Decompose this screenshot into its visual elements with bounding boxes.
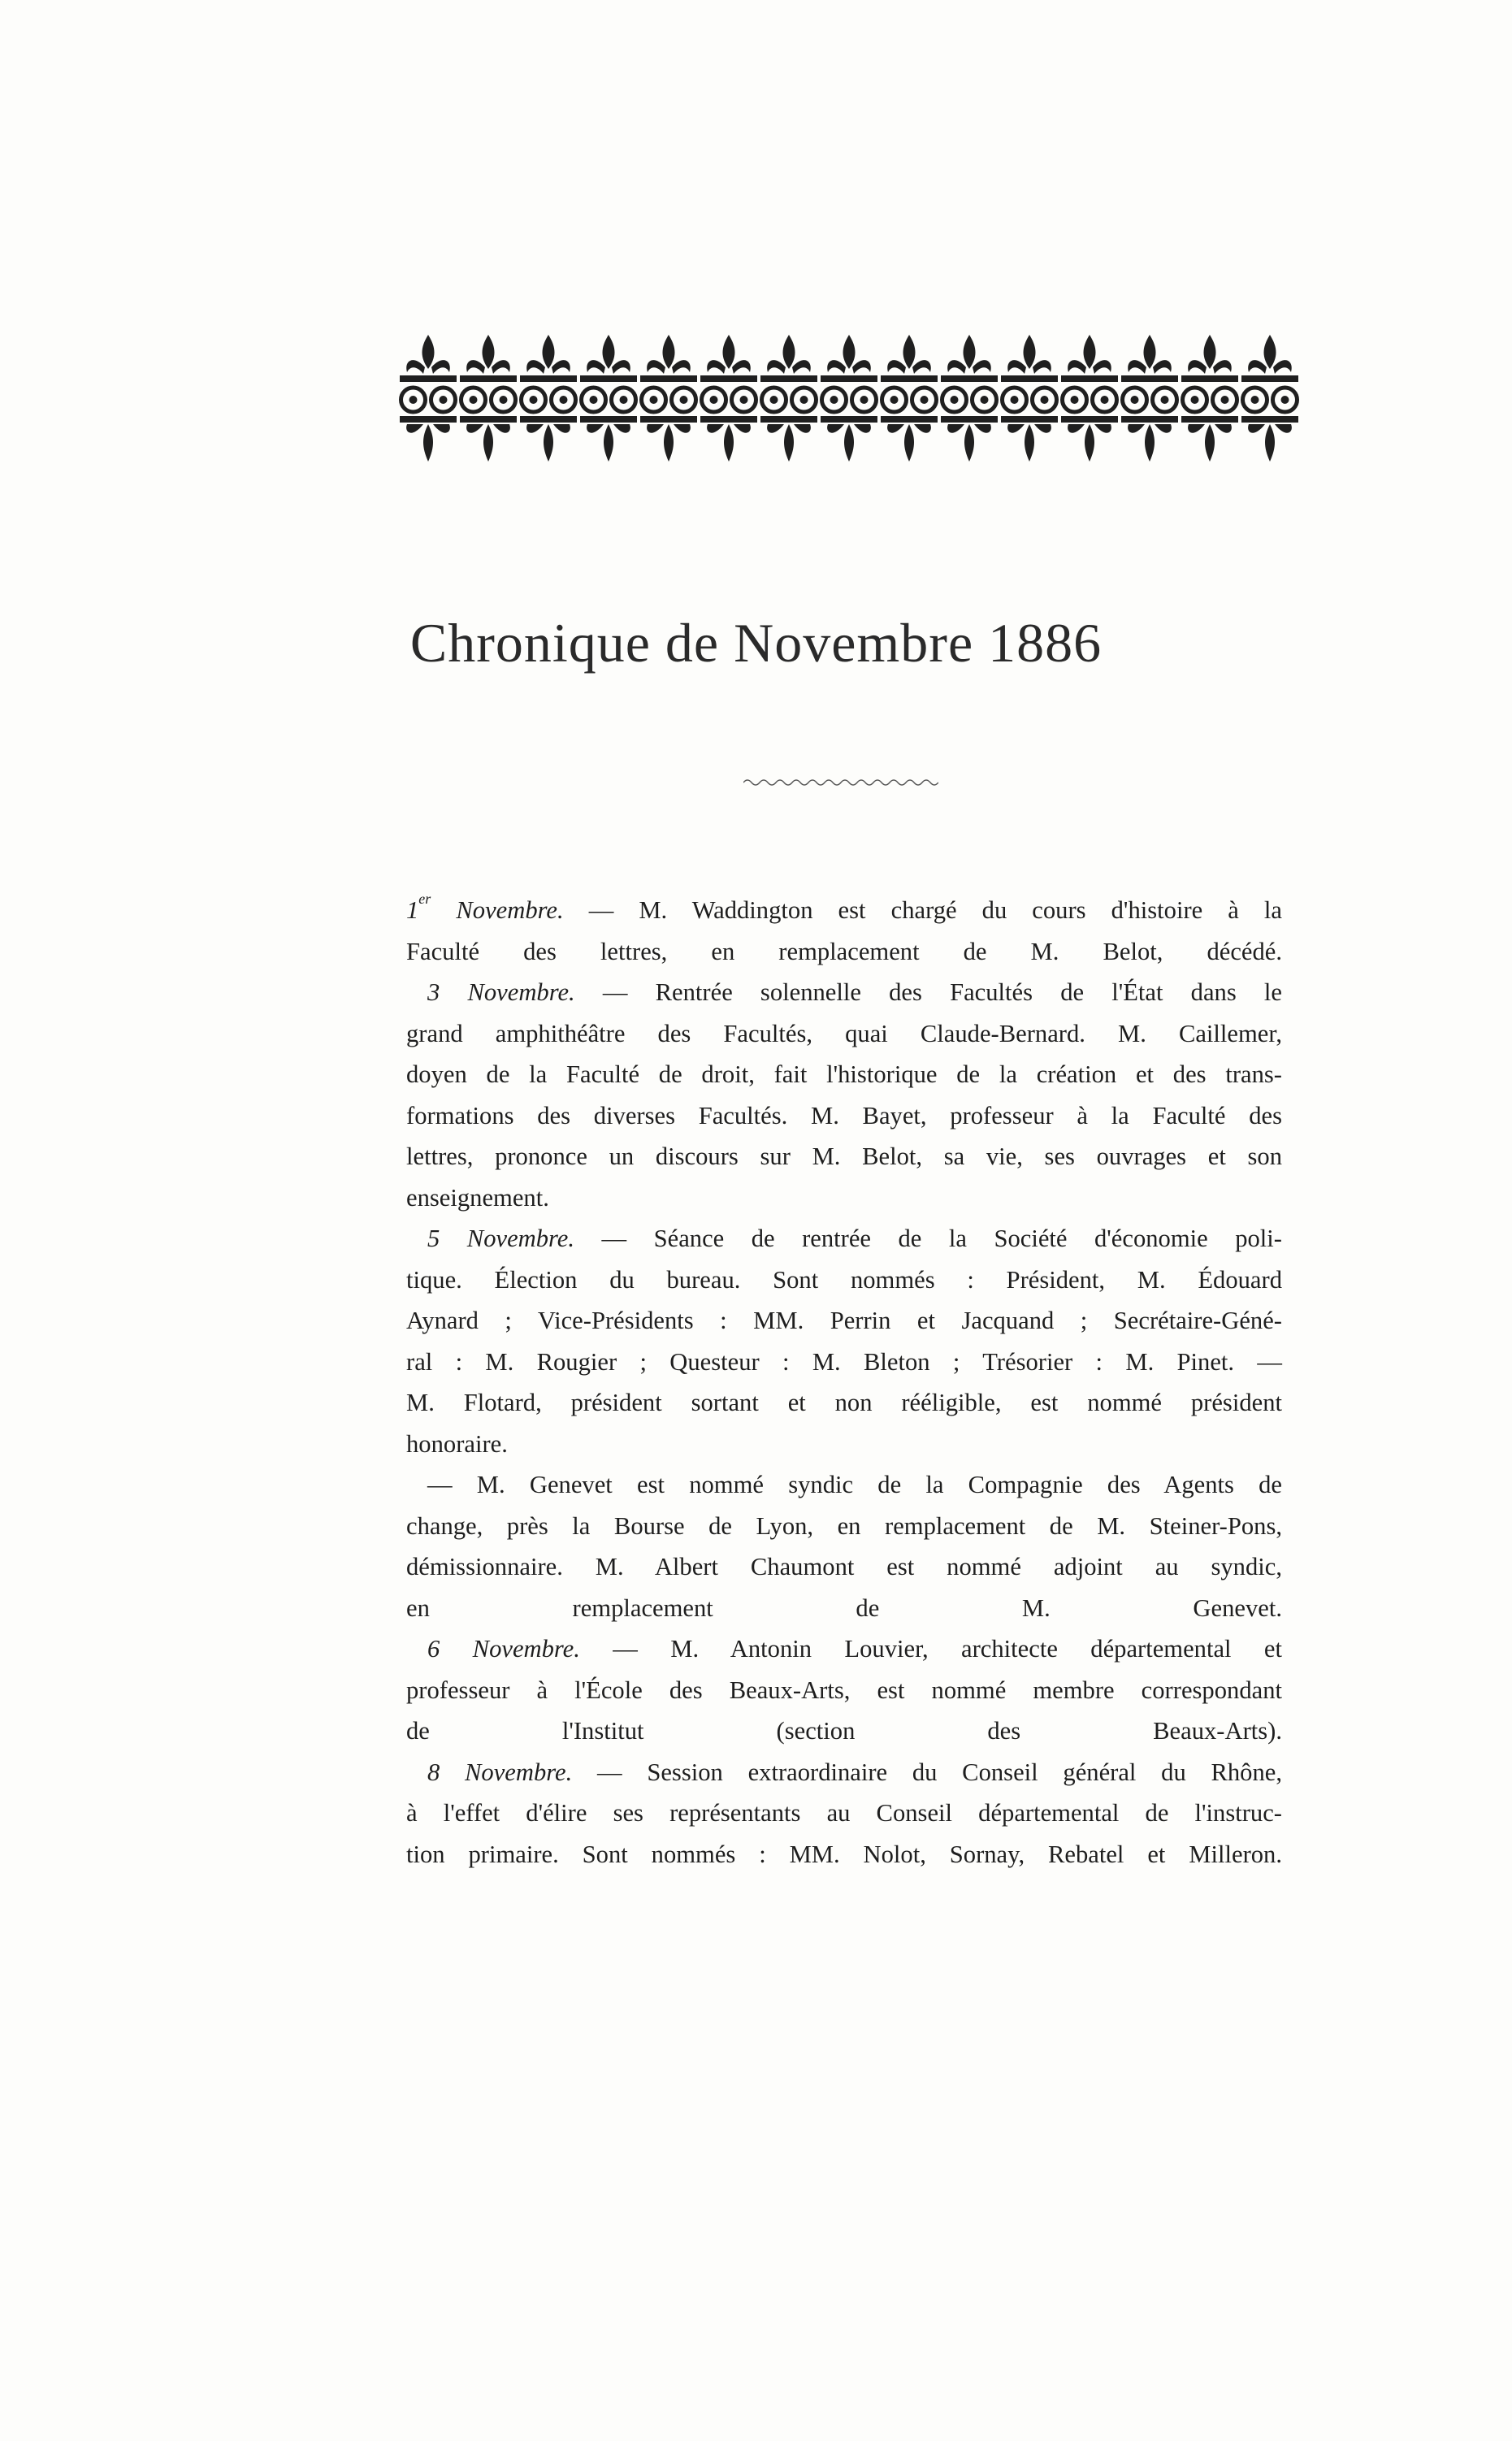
- entry-line: lettres, prononce un discours sur M. Belot, sa vie, ses ouvrages et son: [406, 1142, 1282, 1170]
- entry-line: — M. Waddington est chargé du cours d'histoire à la: [563, 896, 1282, 924]
- entry-line: démissionnaire. M. Albert Chaumont est nommé adjoint au syndic,: [406, 1553, 1282, 1580]
- fleur-de-lis-icon: [821, 335, 877, 462]
- entry-line: en remplacement de M. Genevet.: [406, 1593, 1282, 1622]
- fleur-de-lis-icon: [1061, 335, 1118, 462]
- entry-date: 8 Novembre.: [427, 1758, 573, 1786]
- entry-line: grand amphithéâtre des Facultés, quai Claude-Bernard. M. Caillemer,: [406, 1019, 1282, 1047]
- entry-line: tique. Élection du bureau. Sont nommés : Président, M. Édouard: [406, 1265, 1282, 1294]
- entry-line: Faculté des lettres, en remplacement de M. Belot, décédé.: [406, 937, 1282, 965]
- entry-line: doyen de la Faculté de droit, fait l'historique de la création et des trans-: [406, 1060, 1282, 1088]
- fleur-de-lis-ornament-icon: [398, 333, 1300, 463]
- entry-genevet: [406, 1464, 1282, 1628]
- entry-line: formations des diverses Facultés. M. Bayet, professeur à la Faculté des: [406, 1101, 1282, 1129]
- fleur-de-lis-icon: [881, 335, 938, 462]
- entry-line: M. Flotard, président sortant et non rééligible, est nommé président: [406, 1389, 1282, 1416]
- decorative-divider: [743, 776, 938, 789]
- fleur-de-lis-icon: [700, 335, 757, 462]
- fleur-de-lis-icon: [520, 335, 577, 462]
- entry-5-novembre: [406, 1218, 1282, 1464]
- entry-line: — M. Antonin Louvier, architecte départemental et: [579, 1635, 1282, 1663]
- entry-date: 5 Novembre.: [427, 1225, 575, 1252]
- fleur-de-lis-icon: [1241, 335, 1298, 462]
- entry-line: ral : M. Rougier ; Questeur : M. Bleton ; Trésorier : M. Pinet. —: [406, 1347, 1282, 1376]
- entry-line: enseignement.: [406, 1183, 549, 1212]
- entry-line: — M. Genevet est nommé syndic de la Compagnie des Agents de: [427, 1471, 1282, 1498]
- entry-date: 6 Novembre.: [427, 1635, 580, 1663]
- entry-date: 1er Novembre.: [406, 891, 564, 924]
- entry-line: tion primaire. Sont nommés : MM. Nolot, Sornay, Rebatel et Milleron.: [406, 1840, 1282, 1868]
- entry-line: de l'Institut (section des Beaux-Arts).: [406, 1717, 1282, 1745]
- fleur-de-lis-icon: [1121, 335, 1178, 462]
- fleur-de-lis-icon: [580, 335, 637, 462]
- entry-3-novembre: [406, 972, 1282, 1218]
- entry-8-novembre: [406, 1752, 1282, 1875]
- entry-6-novembre: [406, 1628, 1282, 1752]
- entry-line: Aynard ; Vice-Présidents : MM. Perrin et Jacquand ; Secrétaire-Géné-: [406, 1307, 1282, 1334]
- entry-line: — Séance de rentrée de la Société d'économie poli-: [574, 1225, 1282, 1252]
- entry-line: — Rentrée solennelle des Facultés de l'État dans le: [574, 978, 1282, 1006]
- fleur-de-lis-icon: [640, 335, 697, 462]
- fleur-de-lis-icon: [460, 335, 517, 462]
- entry-line: professeur à l'École des Beaux-Arts, est nommé membre correspondant: [406, 1676, 1282, 1704]
- entry-1er-novembre: [406, 890, 1282, 972]
- entry-line: à l'effet d'élire ses représentants au Conseil départemental de l'instruc-: [406, 1799, 1282, 1827]
- fleur-de-lis-icon: [1001, 335, 1058, 462]
- fleur-de-lis-icon: [1181, 335, 1238, 462]
- chronicle-body: [406, 890, 1282, 1875]
- page-title: Chronique de Novembre 1886: [409, 612, 1103, 674]
- entry-line: change, près la Bourse de Lyon, en remplacement de M. Steiner-Pons,: [406, 1511, 1282, 1540]
- entry-line: honoraire.: [406, 1429, 508, 1458]
- fleur-de-lis-icon: [400, 335, 457, 462]
- entry-line: — Session extraordinaire du Conseil général du Rhône,: [572, 1758, 1282, 1786]
- fleur-de-lis-icon: [760, 335, 817, 462]
- fleur-de-lis-icon: [941, 335, 998, 462]
- entry-date: 3 Novembre.: [427, 978, 575, 1006]
